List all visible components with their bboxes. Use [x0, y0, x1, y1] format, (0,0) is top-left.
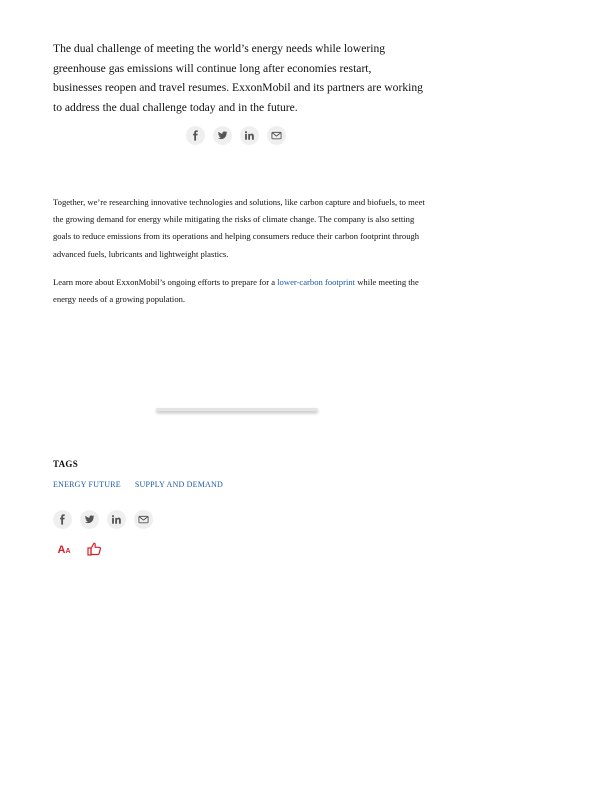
- tag-energy-future[interactable]: ENERGY FUTURE: [53, 480, 121, 489]
- article-tools: [56, 541, 102, 557]
- share-linkedin-button-bottom[interactable]: [107, 510, 126, 529]
- tags-heading: TAGS: [53, 459, 79, 469]
- twitter-icon: [217, 130, 228, 141]
- share-email-button-bottom[interactable]: [134, 510, 153, 529]
- paragraph-2-text-after: while meeting the energy needs of a growing population.: [53, 277, 419, 305]
- text-size-small-letter: A: [65, 548, 71, 555]
- paragraph-2-text-before: Learn more about ExxonMobil’s ongoing efforts to prepare for a: [53, 277, 278, 287]
- email-icon: [271, 130, 282, 141]
- share-facebook-button[interactable]: [186, 126, 205, 145]
- share-twitter-button-bottom[interactable]: [80, 510, 99, 529]
- share-bar-bottom: [53, 510, 153, 529]
- share-bar-top: [186, 126, 286, 145]
- facebook-icon: [57, 514, 68, 525]
- like-icon: [87, 542, 102, 556]
- text-size-icon: [57, 540, 70, 558]
- like-button[interactable]: [86, 541, 102, 557]
- facebook-icon: [190, 130, 201, 141]
- linkedin-icon: [244, 130, 255, 141]
- email-icon: [138, 514, 149, 525]
- share-email-button[interactable]: [267, 126, 286, 145]
- share-twitter-button[interactable]: [213, 126, 232, 145]
- share-linkedin-button[interactable]: [240, 126, 259, 145]
- share-facebook-button-bottom[interactable]: [53, 510, 72, 529]
- body-paragraph-1: Together, we’re researching innovative technologies and solutions, like carbon capture and biofuels, to meet the growing demand for energy while mitigating the risks of climate change. The company is also setting goals to reduce emissions from its operations and helping consumers reduce their carbon footprint through advanced fuels, lubricants and lightweight plastics.: [53, 197, 425, 259]
- twitter-icon: [84, 514, 95, 525]
- tag-supply-and-demand[interactable]: SUPPLY AND DEMAND: [134, 480, 223, 489]
- tag-list: [53, 480, 223, 489]
- lower-carbon-footprint-link[interactable]: lower-carbon footprint: [277, 277, 356, 287]
- body-paragraph-2: [53, 274, 425, 308]
- section-divider: [156, 408, 318, 411]
- lead-paragraph: The dual challenge of meeting the world’s energy needs while lowering greenhouse gas emissions will continue long after economies restart, businesses reopen and travel resumes. ExxonMobil and its partners are working to address the dual challenge today and in the future.: [53, 42, 423, 114]
- linkedin-icon: [111, 514, 122, 525]
- text-size-big-letter: A: [57, 544, 66, 556]
- text-size-button[interactable]: [56, 541, 72, 557]
